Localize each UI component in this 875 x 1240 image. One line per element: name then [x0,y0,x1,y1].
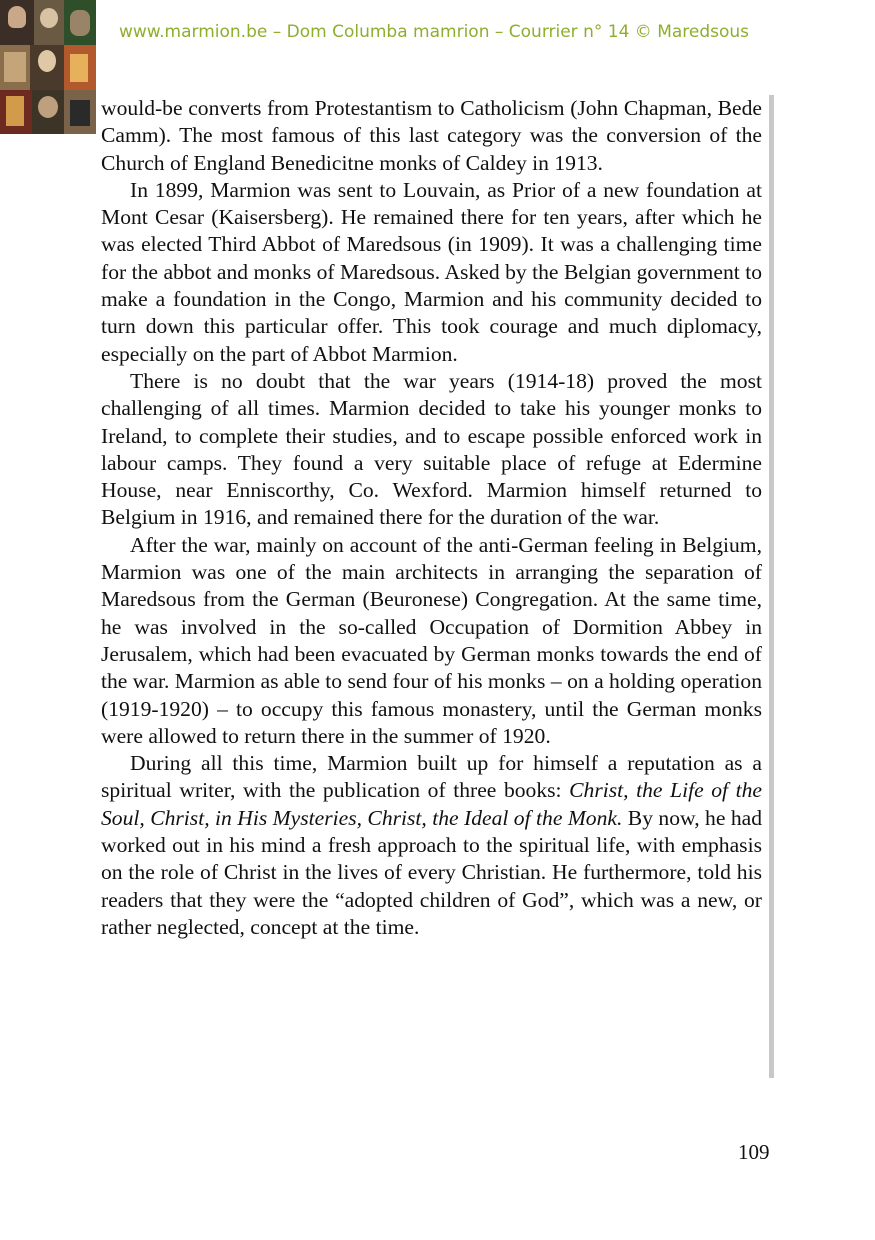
paragraph-5 [101,750,762,941]
page-number: 109 [738,1140,770,1164]
paragraph-2: In 1899, Marmion was sent to Louvain, as Prior of a new foundation at Mont Cesar (Kaisersberg). He remained there for ten years, after which he was elected Third Abbot of Maredsous (in 1909). It was a challenging time for the abbot and monks of Maredsous. Asked by the Belgian government to make a foundation in the Congo, Marmion and his community decided to turn down this particular offer. This took courage and much diplomacy, especially on the part of Abbot Marmion. [101,177,762,366]
paragraph-3: There is no doubt that the war years (1914-18) proved the most challenging of all times. Marmion decided to take his younger monks to Ireland, to complete their studies, and to escape possible enforced work in labour camps. They found a very suitable place of refuge at Edermine House, near Enniscorthy, Co. Wexford. Marmion himself returned to Belgium in 1916, and remained there for the duration of the war. [101,368,762,530]
book-titles: Christ, the Life of the Soul, Christ, in His Mysteries, Christ, the Ideal of the Monk. [101,778,762,830]
paragraph-5-intro: During all this time, Marmion built up for himself a reputation as a spiritual writer, with the publication of three books: [101,751,762,803]
header-photo-collage [0,0,96,134]
page-header: www.marmion.be – Dom Columba mamrion – Courrier n° 14 © Maredsous [119,22,750,42]
paragraph-5-rest: By now, he had worked out in his mind a fresh approach to the spiritual life, with emphasis on the role of Christ in the lives of every Christian. He furthermore, told his readers that they were the “adopted children of God”, which was a new, or rather neglected, concept at the time. [101,805,762,939]
paragraph-4: After the war, mainly on account of the anti-German feeling in Belgium, Marmion was one of the main architects in arranging the separation of Maredsous from the German (Beuronese) Congregation. At the same time, he was involved in the so-called Occupation of Dormition Abbey in Jerusalem, which had been evacuated by German monks towards the end of the war. Marmion as able to send four of his monks – on a holding operation (1919-1920) – to occupy this famous monastery, until the German monks were allowed to return there in the summer of 1920. [101,532,762,748]
paragraph-1: would-be converts from Protestantism to Catholicism (John Chapman, Bede Camm). The most famous of this last category was the conversion of the Church of England Benedicitne monks of Caldey in 1913. [101,96,762,175]
body-text [101,95,762,941]
margin-rule [769,95,774,1078]
